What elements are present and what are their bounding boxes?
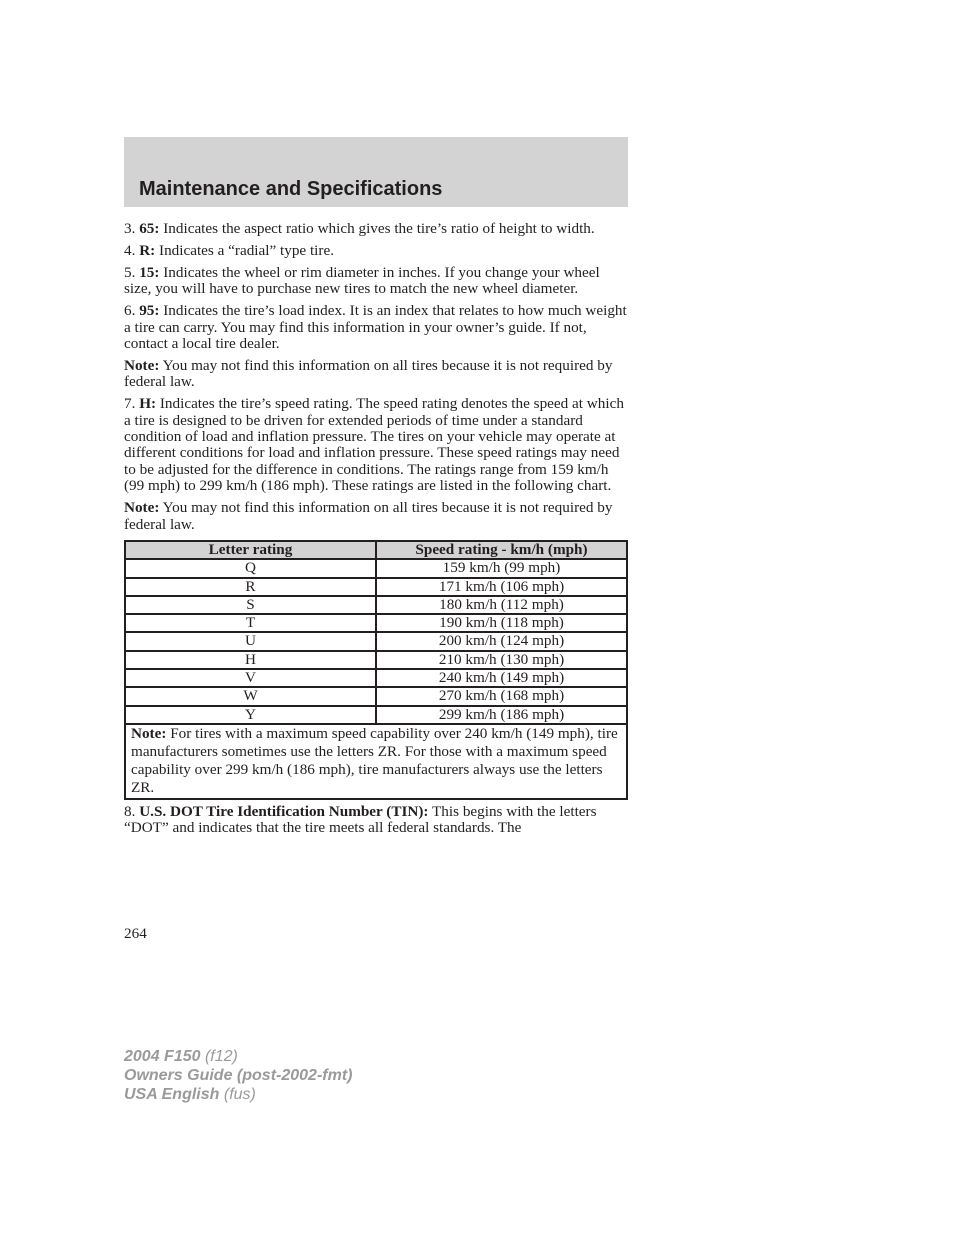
item-8 <box>124 804 628 837</box>
note-text: You may not find this information on all tires because it is not required by federal law. <box>124 499 613 533</box>
note-text: You may not find this information on all tires because it is not required by federal law. <box>124 356 613 391</box>
item-key: 65: <box>139 220 160 237</box>
item-key: H: <box>139 395 157 413</box>
note-label: Note: <box>131 724 167 742</box>
letter-cell: T <box>125 614 376 632</box>
item-7 <box>124 396 628 494</box>
letter-cell: S <box>125 596 376 614</box>
speed-cell: 270 km/h (168 mph) <box>376 687 627 705</box>
letter-cell: H <box>125 651 376 669</box>
table-row <box>125 687 627 705</box>
item-key: 95: <box>139 302 160 320</box>
speed-cell: 159 km/h (99 mph) <box>376 559 627 577</box>
item-text: Indicates a “radial” type tire. <box>159 241 334 259</box>
note-label: Note: <box>124 356 160 374</box>
item-key: 15: <box>139 263 160 281</box>
speed-cell: 171 km/h (106 mph) <box>376 578 627 596</box>
speed-cell: 200 km/h (124 mph) <box>376 632 627 650</box>
section-header-band <box>124 137 628 207</box>
letter-cell: Q <box>125 559 376 577</box>
note-1 <box>124 358 628 391</box>
item-number: 5. <box>124 263 136 281</box>
item-6 <box>124 303 628 352</box>
speed-cell: 190 km/h (118 mph) <box>376 614 627 632</box>
speed-rating-table <box>124 540 628 800</box>
letter-cell: U <box>125 632 376 650</box>
footer-line-1 <box>124 1047 352 1066</box>
note-label: Note: <box>124 499 160 517</box>
note-text: For tires with a maximum speed capability over 240 km/h (149 mph), tire manufacturers sometimes use the letters ZR. For those with a maximum speed capability over 299 km/h (186 mph), tire manufacturers always use the letters ZR. <box>131 724 618 797</box>
table-row <box>125 669 627 687</box>
column-header-letter: Letter rating <box>125 541 376 559</box>
item-4 <box>124 243 628 259</box>
footer-model-code: (f12) <box>204 1048 238 1065</box>
footer-guide: Owners Guide (post-2002-fmt) <box>124 1067 353 1084</box>
item-number: 8. <box>124 802 136 820</box>
table-row <box>125 614 627 632</box>
table-note <box>125 724 627 799</box>
table-row <box>125 632 627 650</box>
footer-line-3 <box>124 1085 352 1104</box>
item-number: 7. <box>124 395 136 413</box>
item-3 <box>124 221 628 237</box>
table-row <box>125 559 627 577</box>
table-header-row <box>125 541 627 559</box>
item-text: This begins with the letters “DOT” and indicates that the tire meets all federal standards. The <box>124 802 597 837</box>
section-title: Maintenance and Specifications <box>139 178 443 200</box>
table-row <box>125 706 627 724</box>
table-row <box>125 651 627 669</box>
speed-cell: 180 km/h (112 mph) <box>376 596 627 614</box>
letter-cell: R <box>125 578 376 596</box>
item-number: 6. <box>124 302 136 320</box>
footer-line-2 <box>124 1066 352 1085</box>
item-text: Indicates the wheel or rim diameter in inches. If you change your wheel size, you will have to purchase new tires to match the new wheel diameter. <box>124 263 600 298</box>
footer-model: 2004 F150 <box>124 1048 201 1065</box>
speed-cell: 240 km/h (149 mph) <box>376 669 627 687</box>
table-row <box>125 596 627 614</box>
letter-cell: Y <box>125 706 376 724</box>
body-text <box>124 221 628 842</box>
item-text: Indicates the tire’s speed rating. The speed rating denotes the speed at which a tire is designed to be driven for extended periods of time under a standard condition of load and inflation pressure. The tires on your vehicle may operate at different conditions for load and inflation pressure. These speed ratings may need to be adjusted for the difference in conditions. The ratings range from 159 km/h (99 mph) to 299 km/h (186 mph). These ratings are listed in the following chart. <box>124 395 624 495</box>
item-text: Indicates the tire’s load index. It is an index that relates to how much weight a tire can carry. You may find this information in your owner’s guide. If not, contact a local tire dealer. <box>124 302 627 352</box>
document-footer <box>124 1047 352 1104</box>
item-key: R: <box>139 241 156 259</box>
item-text: Indicates the aspect ratio which gives the tire’s ratio of height to width. <box>163 220 595 237</box>
note-2 <box>124 500 628 533</box>
page-number: 264 <box>124 925 147 942</box>
table-note-row <box>125 724 627 799</box>
letter-cell: V <box>125 669 376 687</box>
footer-language: USA English <box>124 1086 220 1103</box>
item-number: 4. <box>124 241 136 259</box>
speed-cell: 299 km/h (186 mph) <box>376 706 627 724</box>
footer-language-code: (fus) <box>223 1086 256 1103</box>
column-header-speed: Speed rating - km/h (mph) <box>376 541 627 559</box>
speed-cell: 210 km/h (130 mph) <box>376 651 627 669</box>
item-5 <box>124 265 628 298</box>
item-key: U.S. DOT Tire Identification Number (TIN): <box>139 802 429 820</box>
item-number: 3. <box>124 220 136 237</box>
table-row <box>125 578 627 596</box>
letter-cell: W <box>125 687 376 705</box>
